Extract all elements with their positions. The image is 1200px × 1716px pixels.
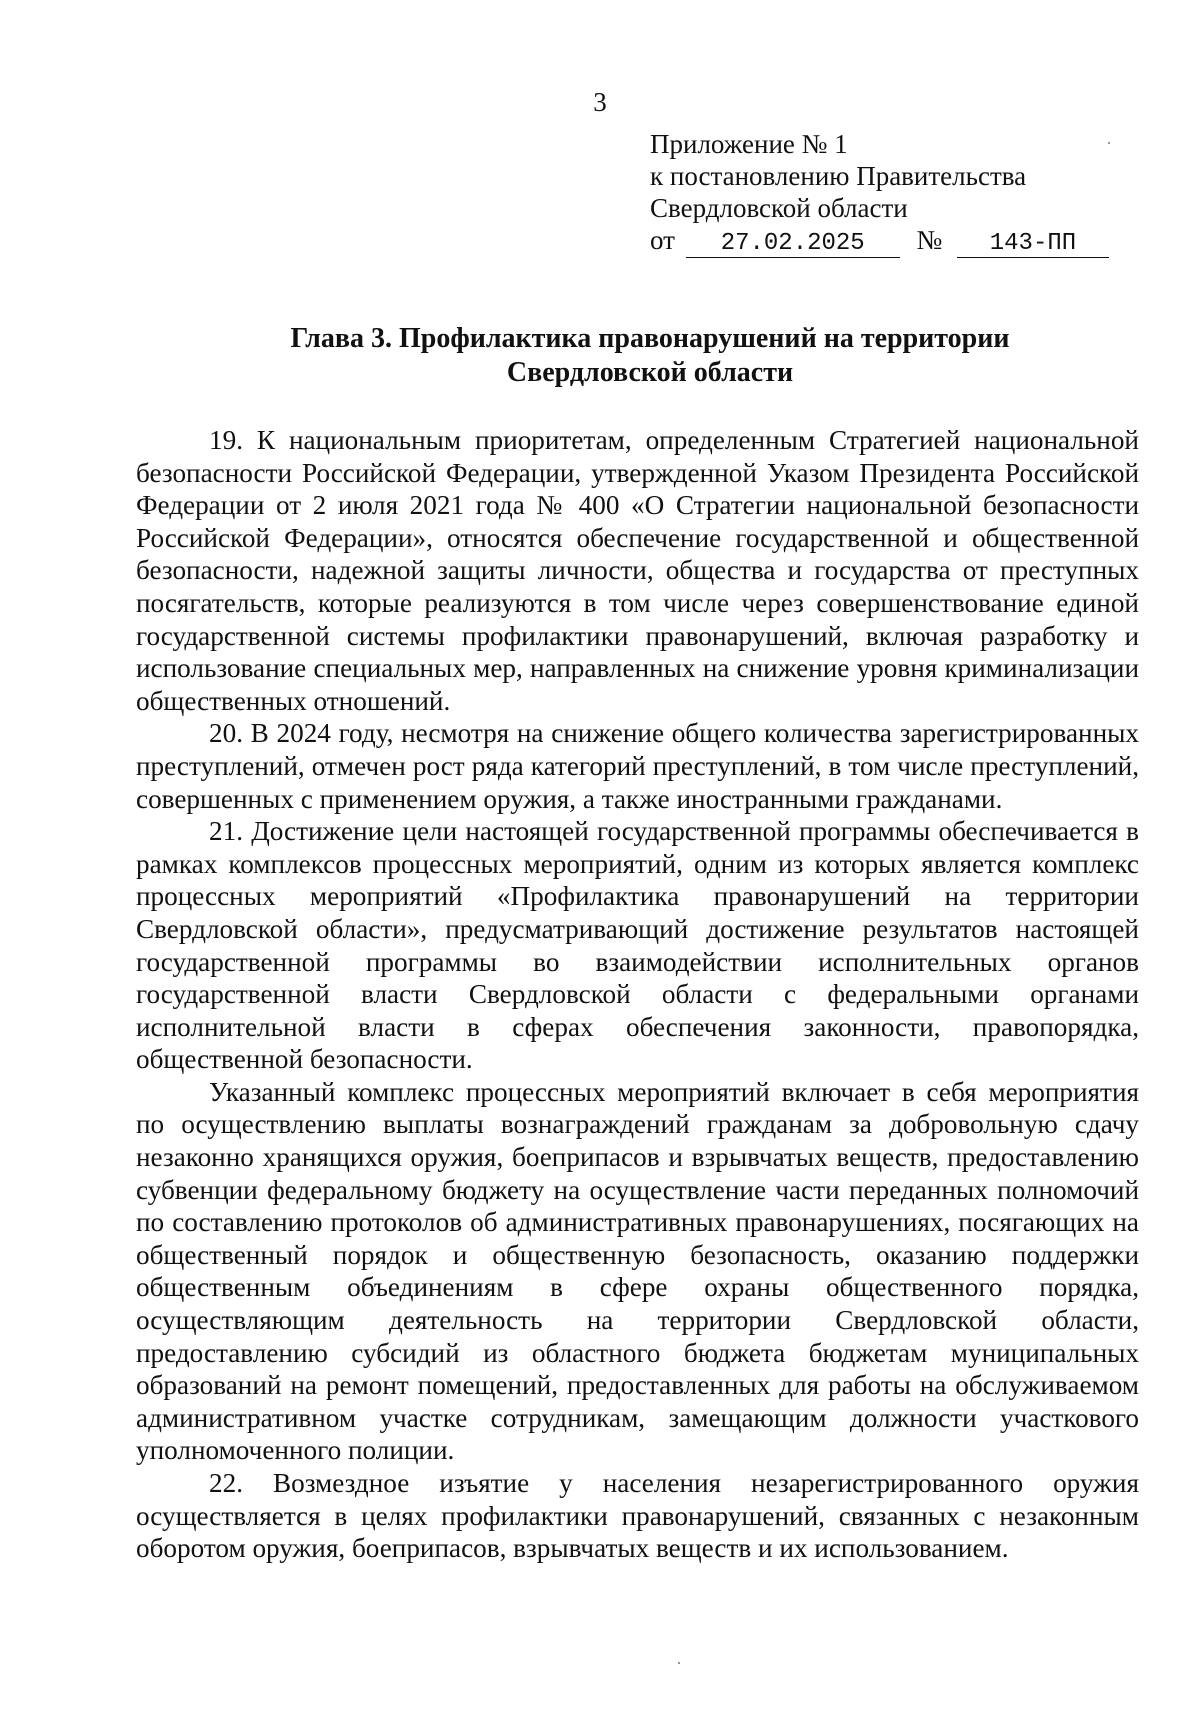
resolution-number: 143-ПП [957, 231, 1109, 258]
appendix-header [650, 128, 1170, 258]
chapter-title [140, 322, 1160, 390]
chapter-title-line-1: Глава 3. Профилактика правонарушений на территории [290, 323, 1010, 354]
appendix-date-number-line [650, 224, 1170, 258]
chapter-title-line-2: Свердловской области [506, 357, 794, 388]
page-number: 3 [593, 87, 607, 117]
paragraph-20: 20. В 2024 году, несмотря на снижение общего количества зарегистрированных преступлений, отмечен рост ряда категорий преступлений, в том числе преступлений, совершенных с применением оружия, а также иностранными гражданами. [136, 718, 1139, 814]
paragraph-19: 19. К национальным приоритетам, определенным Стратегией национальной безопасности Российской Федерации, утвержденной Указом Президента Российской Федерации от 2 июля 2021 года № 400 «О Стратегии национальной безопасности Российской Федерации», относятся обеспечение государственной и общественной безопасности, надежной защиты личности, общества и государства от преступных посягательств, которые реализуются в том числе через совершенствование единой государственной системы профилактики правонарушений, включая разработку и использование специальных мер, направленных на снижение уровня криминализации общественных отношений. [136, 425, 1139, 716]
paragraph-21: 21. Достижение цели настоящей государственной программы обеспечивается в рамках комплексов процессных мероприятий, одним из которых является комплекс процессных мероприятий «Профилактика правонарушений на территории Свердловской области», предусматривающий достижение результатов настоящей государственной программы во взаимодействии исполнительных органов государственной власти Свердловской области с федеральными органами исполнительной власти в сферах обеспечения законности, правопорядка, общественной безопасности. [136, 816, 1139, 1075]
scan-speck [678, 1662, 680, 1664]
number-sign: № [916, 225, 943, 255]
scan-speck [1108, 142, 1110, 144]
resolution-date: 27.02.2025 [686, 231, 900, 258]
appendix-resolution-line: к постановлению Правительства [650, 161, 1027, 191]
date-prefix: от [650, 225, 675, 255]
document-body [136, 424, 1139, 1565]
appendix-region-line: Свердловской области [650, 193, 908, 223]
paragraph-21-continued: Указанный комплекс процессных мероприятий включает в себя мероприятия по осуществлению выплаты вознаграждений гражданам за добровольную сдачу незаконно хранящихся оружия, боеприпасов и взрывчатых веществ, предоставлению субвенции федеральному бюджету на осуществление части переданных полномочий по составлению протоколов об административных правонарушениях, посягающих на общественный порядок и общественную безопасность, оказанию поддержки общественным объединениям в сфере охраны общественного порядка, осуществляющим деятельность на территории Свердловской области, предоставлению субсидий из областного бюджета бюджетам муниципальных образований на ремонт помещений, предоставленных для работы на обслуживаемом административном участке сотрудникам, замещающим должности участкового уполномоченного полиции. [136, 1076, 1139, 1466]
paragraph-22: 22. Возмездное изъятие у населения незарегистрированного оружия осуществляется в целях профилактики правонарушений, связанных с незаконным оборотом оружия, боеприпасов, взрывчатых веществ и их использованием. [136, 1468, 1139, 1564]
appendix-title: Приложение № 1 [650, 129, 848, 159]
